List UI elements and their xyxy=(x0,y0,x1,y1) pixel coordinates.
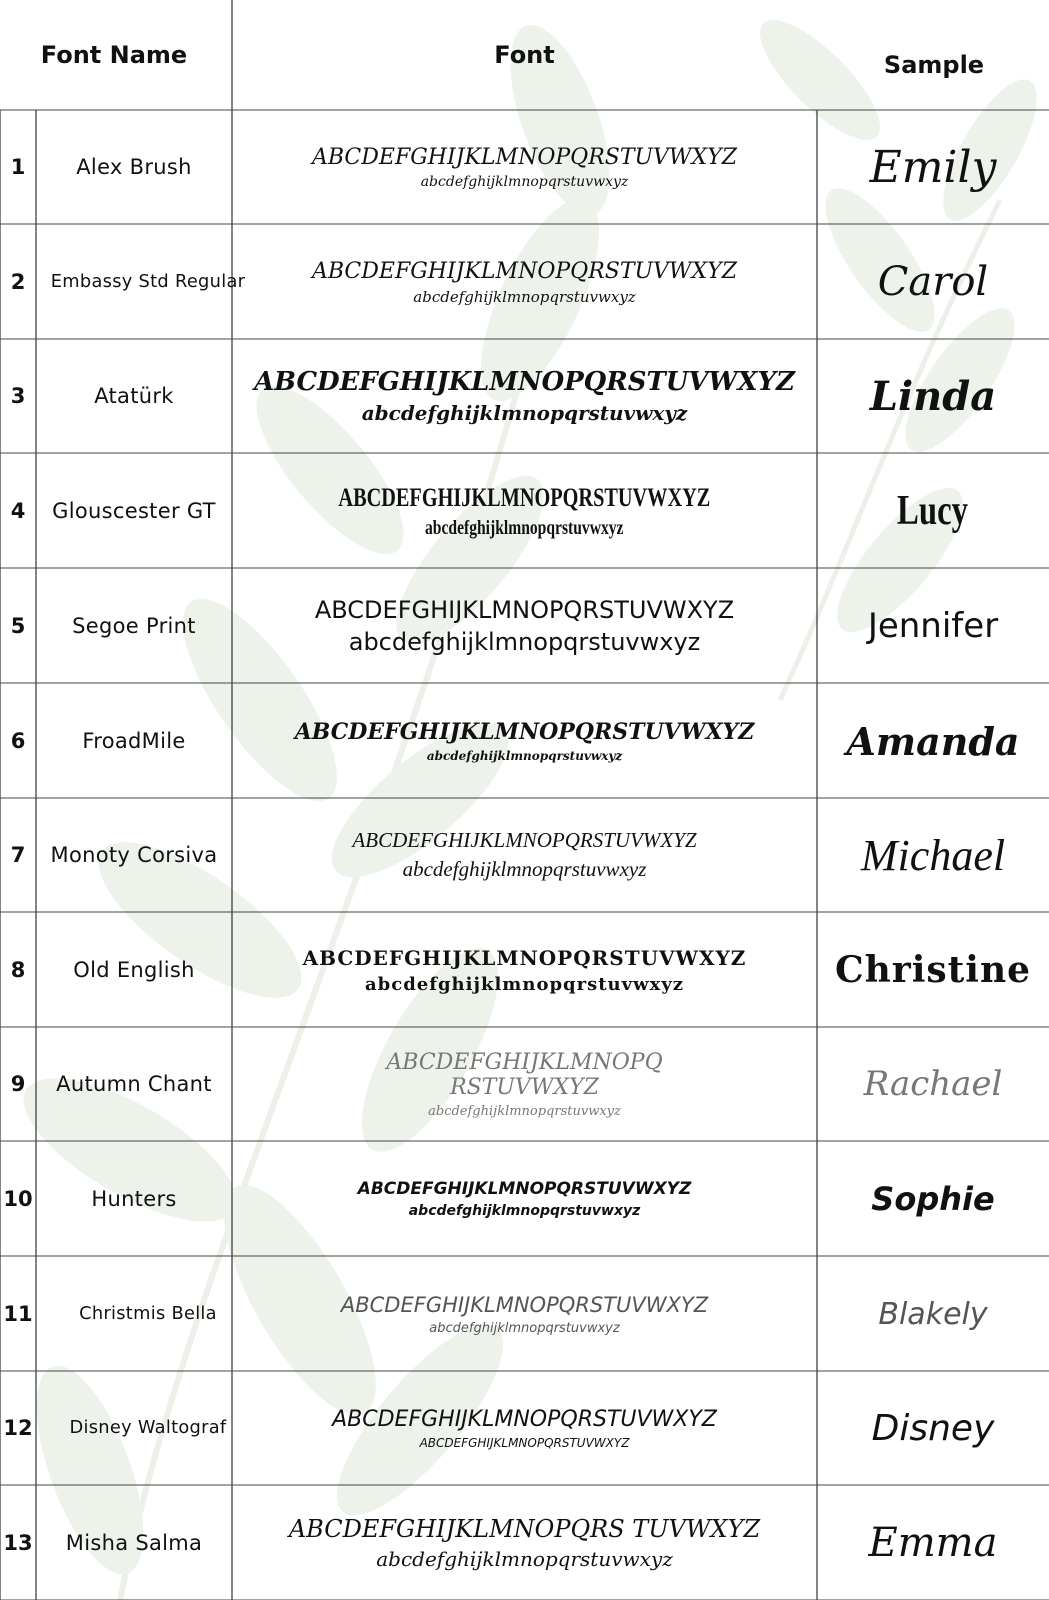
row-number: 6 xyxy=(10,729,26,753)
sample-text: Christine xyxy=(834,949,1032,991)
sample-text: Disney xyxy=(871,1407,995,1449)
sample-text: Jennifer xyxy=(867,606,999,646)
lowercase-alphabet: abcdefghijklmnopqrstuvwxyz xyxy=(361,401,688,425)
sample-text: Lucy xyxy=(897,488,969,534)
font-preview xyxy=(232,798,817,912)
uppercase-alphabet: ABCDEFGHIJKLMNOPQRSTUVWXYZ xyxy=(338,482,711,512)
sample-text: Emma xyxy=(868,1520,998,1566)
table-row xyxy=(0,1371,1049,1485)
font-name: Hunters xyxy=(91,1187,177,1211)
sample-text: Sophie xyxy=(871,1180,995,1218)
table-row xyxy=(0,1486,1049,1600)
lowercase-alphabet: abcdefghijklmnopqrstuvwxyz xyxy=(408,1203,641,1219)
table-row xyxy=(0,913,1049,1027)
row-number: 12 xyxy=(3,1416,33,1440)
font-preview xyxy=(232,1371,817,1485)
font-preview xyxy=(232,454,817,568)
table-row xyxy=(0,1142,1049,1256)
table-row xyxy=(0,798,1049,912)
uppercase-alphabet-continued: RSTUVWXYZ xyxy=(450,1074,599,1100)
sample-text: Michael xyxy=(860,830,1006,880)
sample-name xyxy=(817,913,1049,1027)
lowercase-alphabet: abcdefghijklmnopqrstuvwxyz xyxy=(348,628,701,656)
uppercase-alphabet: ABCDEFGHIJKLMNOPQRSTUVWXYZ xyxy=(254,367,795,397)
font-preview xyxy=(232,339,817,453)
font-name: Embassy Std Regular xyxy=(50,271,246,292)
sample-text: Carol xyxy=(877,259,989,305)
uppercase-alphabet: ABCDEFGHIJKLMNOPQRSTUVWXYZ xyxy=(332,1406,717,1432)
table-row xyxy=(0,225,1049,339)
font-preview xyxy=(232,225,817,339)
font-name: Misha Salma xyxy=(65,1531,203,1555)
table-row xyxy=(0,569,1049,683)
header-font-name: Font Name xyxy=(40,41,188,69)
lowercase-alphabet: abcdefghijklmnopqrstuvwxyz xyxy=(413,287,636,306)
sample-name xyxy=(817,1027,1049,1141)
uppercase-alphabet: ABCDEFGHIJKLMNOPQRS TUVWXYZ xyxy=(288,1515,761,1543)
font-name: Atatürk xyxy=(94,384,174,408)
row-number: 7 xyxy=(10,843,26,867)
table-row xyxy=(0,110,1049,224)
sample-text: Rachael xyxy=(863,1064,1003,1104)
table-row xyxy=(0,1027,1049,1141)
row-number: 5 xyxy=(10,614,26,638)
header-sample: Sample xyxy=(883,51,985,79)
sample-name xyxy=(817,1371,1049,1485)
font-preview xyxy=(232,1257,817,1371)
row-number: 1 xyxy=(10,155,26,179)
lowercase-alphabet: abcdefghijklmnopqrstuvwxyz xyxy=(402,857,647,881)
row-number: 3 xyxy=(10,384,26,408)
uppercase-alphabet: ABCDEFGHIJKLMNOPQRSTUVWXYZ xyxy=(294,719,755,745)
font-preview xyxy=(232,684,817,798)
uppercase-alphabet: ABCDEFGHIJKLMNOPQRSTUVWXYZ xyxy=(357,1179,692,1199)
uppercase-alphabet: ABCDEFGHIJKLMNOPQRSTUVWXYZ xyxy=(352,828,697,852)
font-preview xyxy=(232,1027,817,1141)
row-number: 11 xyxy=(3,1302,33,1326)
lowercase-alphabet: abcdefghijklmnopqrstuvwxyz xyxy=(364,973,685,995)
sample-name xyxy=(817,454,1049,568)
sample-name xyxy=(817,1142,1049,1256)
font-preview xyxy=(232,569,817,683)
font-preview xyxy=(232,1486,817,1600)
lowercase-alphabet: ABCDEFGHIJKLMNOPQRSTUVWXYZ xyxy=(419,1435,630,1450)
row-number: 10 xyxy=(3,1187,33,1211)
sample-text: Blakely xyxy=(878,1296,988,1332)
font-name: Segoe Print xyxy=(72,614,196,638)
lowercase-alphabet: abcdefghijklmnopqrstuvwxyz xyxy=(429,1320,620,1336)
font-name: Christmis Bella xyxy=(79,1303,217,1324)
uppercase-alphabet: ABCDEFGHIJKLMNOPQRSTUVWXYZ xyxy=(340,1292,709,1317)
table-row xyxy=(0,454,1049,568)
font-name: Old English xyxy=(73,958,195,982)
row-number: 8 xyxy=(10,958,26,982)
row-number: 2 xyxy=(10,270,26,294)
table-row xyxy=(0,1257,1049,1371)
lowercase-alphabet: abcdefghijklmnopqrstuvwxyz xyxy=(376,1547,673,1571)
sample-text: Emily xyxy=(869,141,997,193)
uppercase-alphabet: ABCDEFGHIJKLMNOPQRSTUVWXYZ xyxy=(314,596,735,624)
sample-name xyxy=(817,569,1049,683)
sample-text: Amanda xyxy=(846,718,1020,764)
font-preview xyxy=(232,110,817,224)
sample-name xyxy=(817,225,1049,339)
uppercase-alphabet: ABCDEFGHIJKLMNOPQRSTUVWXYZ xyxy=(302,945,747,970)
lowercase-alphabet: abcdefghijklmnopqrstuvwxyz xyxy=(420,173,629,190)
uppercase-alphabet: ABCDEFGHIJKLMNOPQ xyxy=(386,1049,663,1075)
font-name: Alex Brush xyxy=(76,155,192,179)
lowercase-alphabet: abcdefghijklmnopqrstuvwxyz xyxy=(426,749,623,763)
lowercase-alphabet: abcdefghijklmnopqrstuvwxyz xyxy=(425,516,624,539)
row-number: 4 xyxy=(10,499,26,523)
font-name: Autumn Chant xyxy=(56,1072,212,1096)
sample-name xyxy=(817,110,1049,224)
table-row xyxy=(0,684,1049,798)
font-name: Monoty Corsiva xyxy=(50,843,218,867)
font-name: Glouscester GT xyxy=(52,499,216,523)
sample-name xyxy=(817,339,1049,453)
sample-name xyxy=(817,1257,1049,1371)
uppercase-alphabet: ABCDEFGHIJKLMNOPQRSTUVWXYZ xyxy=(311,144,738,170)
row-number: 9 xyxy=(10,1072,26,1096)
table-row xyxy=(0,339,1049,453)
font-preview xyxy=(232,1142,817,1256)
font-name: Disney Waltograf xyxy=(69,1417,227,1438)
sample-text: Linda xyxy=(869,372,997,420)
sample-name xyxy=(817,798,1049,912)
lowercase-alphabet: abcdefghijklmnopqrstuvwxyz xyxy=(428,1103,621,1119)
font-preview xyxy=(232,913,817,1027)
header-font: Font xyxy=(494,41,555,69)
font-name: FroadMile xyxy=(82,729,186,753)
row-number: 13 xyxy=(3,1531,33,1555)
sample-name xyxy=(817,684,1049,798)
uppercase-alphabet: ABCDEFGHIJKLMNOPQRSTUVWXYZ xyxy=(311,258,738,284)
sample-name xyxy=(817,1486,1049,1600)
